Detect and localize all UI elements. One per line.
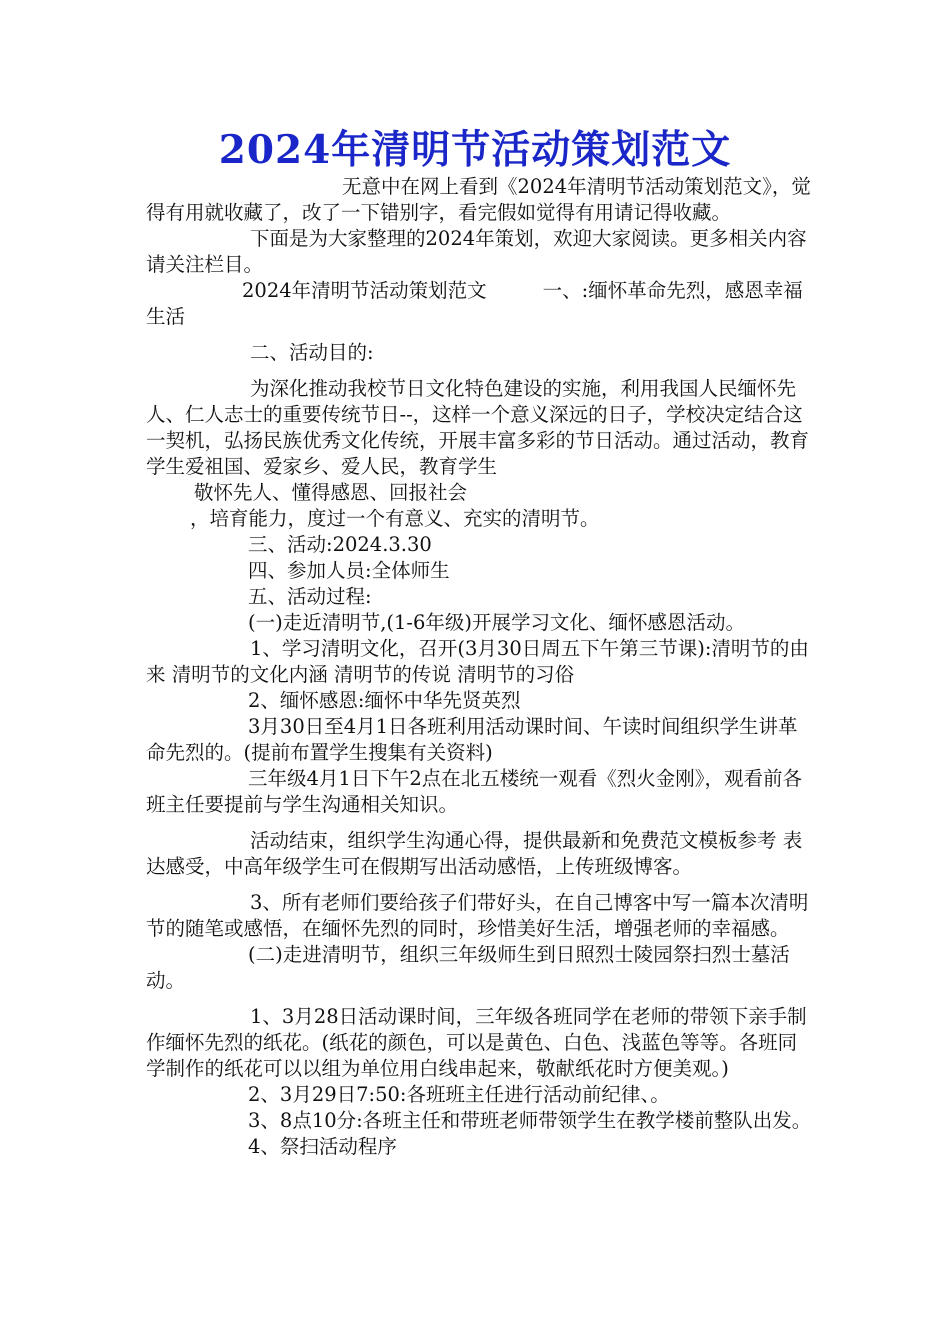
paragraph-item-2: 2、缅怀感恩:缅怀中华先贤英烈 (248, 689, 521, 712)
paragraph-ability: ，培育能力，度过一个有意义、充实的清明节。 (190, 507, 600, 530)
paragraph-procedure: 4、祭扫活动程序 (248, 1135, 397, 1158)
paragraph-subtitle: 2024年清明节活动策划范文 (242, 279, 487, 302)
paragraph-purpose: 为深化推动我校节日文化特色建设的实施，利用我国人民缅怀先人、仁人志士的重要传统节日--，这样一个意义深远的日子，学校决定结合这一契机，弘扬民族优秀文化传统，开展丰富多彩的节日活动。通过活动，教育学生爱祖国、爱家乡、爱人民，教育学生 (146, 377, 810, 478)
paragraph-movie: 三年级4月1日下午2点在北五楼统一观看《烈火金刚》，观看前各班主任要提前与学生沟通相关知识。 (146, 767, 802, 816)
paragraph-paper-flowers: 1、3月28日活动课时间，三年级各班同学在老师的带领下亲手制作缅怀先烈的纸花。(纸花的颜色，可以是黄色、白色、浅蓝色等等。各班同学制作的纸花可以以组为单位用白线串起来，敬献纸花时方便美观。) (146, 1005, 807, 1080)
paragraph-section-3: 三、活动:2024.3.30 (248, 533, 432, 556)
paragraph-part-2: (二)走进清明节，组织三年级师生到日照烈士陵园祭扫烈士墓活动。 (146, 943, 790, 992)
paragraph-part-1: (一)走近清明节,(1-6年级)开展学习文化、缅怀感恩活动。 (248, 611, 746, 634)
paragraph-item-3: 3、所有老师们要给孩子们带好头，在自己博客中写一篇本次清明节的随笔或感悟，在缅怀先烈的同时，珍惜美好生活，增强老师的幸福感。 (146, 891, 809, 940)
paragraph-values: 敬怀先人、懂得感恩、回报社会 (194, 481, 468, 504)
document-title: 2024年清明节活动策划范文 (218, 127, 732, 173)
paragraph-heading-line (146, 278, 814, 330)
paragraph-notice: 下面是为大家整理的2024年策划，欢迎大家阅读。更多相关内容请关注栏目。 (146, 227, 807, 276)
paragraph-discipline: 2、3月29日7:50:各班班主任进行活动前纪律、。 (248, 1083, 670, 1106)
document-body (146, 174, 814, 1160)
paragraph-section-5: 五、活动过程: (248, 585, 372, 608)
paragraph-intro: 无意中在网上看到《2024年清明节活动策划范文》，觉得有用就收藏了，改了一下错别字，看完假如觉得有用请记得收藏。 (146, 175, 811, 224)
paragraph-section-4: 四、参加人员:全体师生 (248, 559, 450, 582)
paragraph-schedule: 3月30日至4月1日各班利用活动课时间、午读时间组织学生讲革命先烈的。(提前布置学生搜集有关资料) (146, 715, 798, 764)
paragraph-reflection: 活动结束，组织学生沟通心得，提供最新和免费范文模板参考 表达感受，中高年级学生可在假期写出活动感悟，上传班级博客。 (146, 829, 803, 878)
paragraph-section-2: 二、活动目的: (250, 341, 374, 364)
paragraph-section-1: 一、:缅怀革命先烈，感恩幸福生活 (146, 279, 803, 328)
paragraph-departure: 3、8点10分:各班主任和带班老师带领学生在教学楼前整队出发。 (248, 1109, 812, 1132)
paragraph-item-1: 1、学习清明文化，召开(3月30日周五下午第三节课):清明节的由来 清明节的文化内涵 清明节的传说 清明节的习俗 (146, 637, 809, 686)
